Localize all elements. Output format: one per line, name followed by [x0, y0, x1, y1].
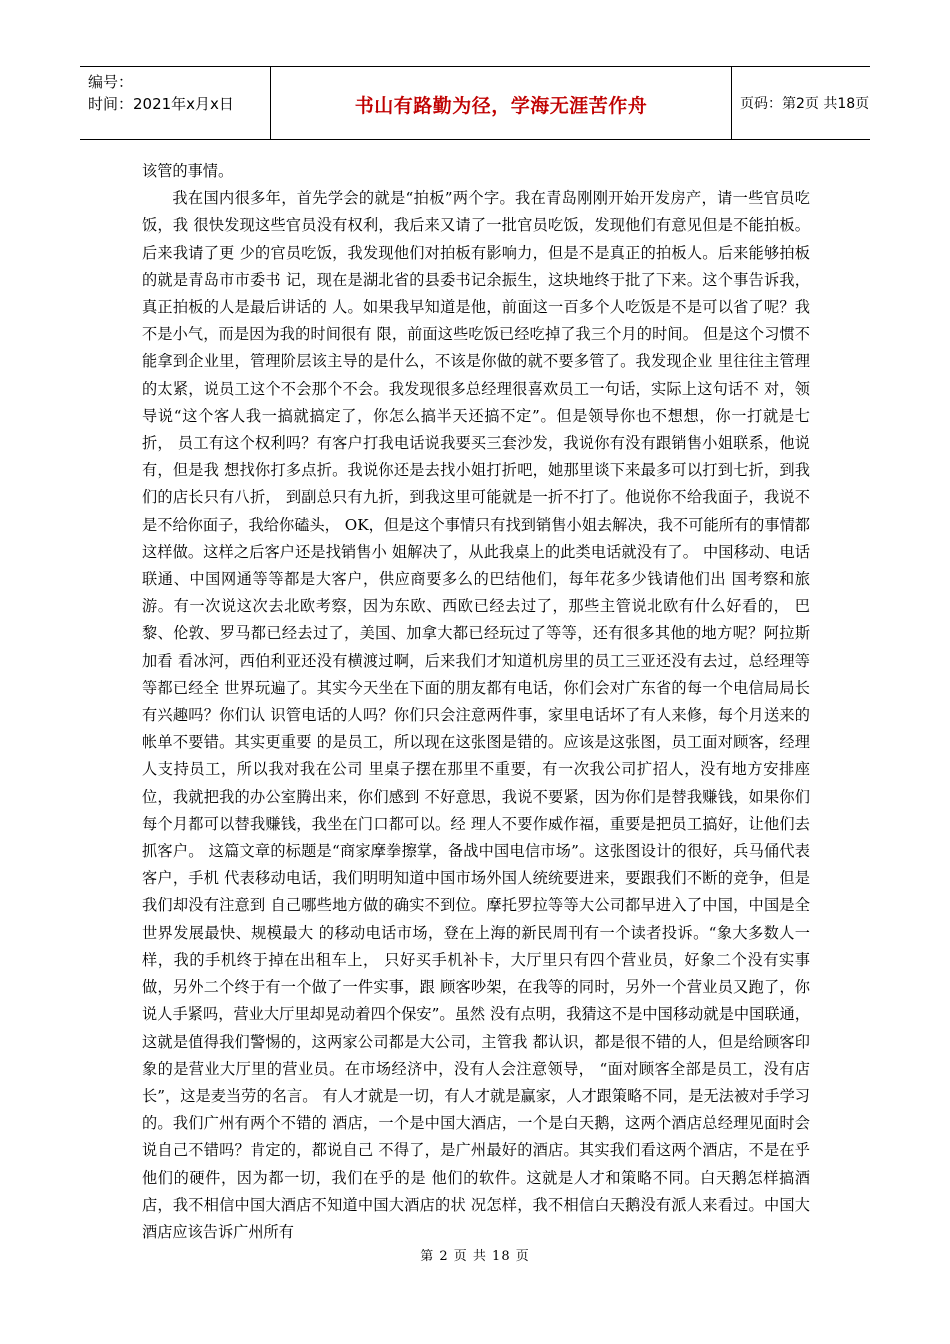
page-header — [80, 66, 870, 140]
document-body — [142, 158, 810, 1246]
body-paragraph: 我在国内很多年，首先学会的就是“拍板”两个字。我在青岛刚刚开始开发房产，请一些官员吃饭，我 很快发现这些官员没有权利，我后来又请了一批官员吃饭，发现他们有意见但是不能拍板。后来我请了更 少的官员吃饭，我发现他们对拍板有影响力，但是不是真正的拍板人。后来能够拍板的就是青岛市市委书 记，现在是湖北省的县委书记余振生，这块地终于批了下来。这个事告诉我，真正拍板的人是最后讲话的 人。如果我早知道是他，前面这一百多个人吃饭是不是可以省了呢？我不是小气，而是因为我的时间很有 限，前面这些吃饭已经吃掉了我三个月的时间。 但是这个习惯不能拿到企业里，管理阶层该主导的是什么，不该是你做的就不要多管了。我发现企业 里往往主管理的太紧，说员工这个不会那个不会。我发现很多总经理很喜欢员工一句话，实际上这句话不 对，领导说“这个客人我一搞就搞定了，你怎么搞半天还搞不定”。但是领导你也不想想，你一打就是七折， 员工有这个权利吗？有客户打我电话说我要买三套沙发，我说你有没有跟销售小姐联系，他说有，但是我 想找你打多点折。我说你还是去找小姐打折吧，她那里谈下来最多可以打到七折，到我们的店长只有八折， 到副总只有九折，到我这里可能就是一折不打了。他说你不给我面子，我说不是不给你面子，我给你磕头， OK，但是这个事情只有找到销售小姐去解决，我不可能所有的事情都这样做。这样之后客户还是找销售小 姐解决了，从此我桌上的此类电话就没有了。 中国移动、电话联通、中国网通等等都是大客户，供应商要多么的巴结他们，每年花多少钱请他们出 国考察和旅游。有一次说这次去北欧考察，因为东欧、西欧已经去过了，那些主管说北欧有什么好看的， 巴黎、伦敦、罗马都已经去过了，美国、加拿大都已经玩过了等等，还有很多其他的地方呢？阿拉斯加看 看冰河，西伯利亚还没有横渡过啊，后来我们才知道机房里的员工三亚还没有去过，总经理等等都已经全 世界玩遍了。其实今天坐在下面的朋友都有电话，你们会对广东省的每一个电信局局长有兴趣吗？你们认 识管电话的人吗？你们只会注意两件事，家里电话坏了有人来修，每个月送来的帐单不要错。其实更重要 的是员工，所以现在这张图是错的。应该是这张图，员工面对顾客，经理人支持员工，所以我对我在公司 里桌子摆在那里不重要，有一次我公司扩招人，没有地方安排座位，我就把我的办公室腾出来，你们感到 不好意思，我说不要紧，因为你们是替我赚钱，如果你们每个月都可以替我赚钱，我坐在门口都可以。经 理人不要作威作福，重要是把员工搞好，让他们去抓客户。 这篇文章的标题是“商家摩拳擦掌，备战中国电信市场”。这张图设计的很好，兵马俑代表客户，手机 代表移动电话，我们明明知道中国市场外国人统统要进来，要跟我们不断的竞争，但是我们却没有注意到 自己哪些地方做的确实不到位。摩托罗拉等等大公司都早进入了中国，中国是全世界发展最快、规模最大 的移动电话市场，登在上海的新民周刊有一个读者投诉。“象大多数人一样，我的手机终于掉在出租车上， 只好买手机补卡，大厅里只有四个营业员，好象二个没有实事做，另外二个终于有一个做了一件实事，跟 顾客吵架，在我等的同时，另外一个营业员又跑了，你说人手紧吗，营业大厅里却晃动着四个保安”。虽然 没有点明，我猜这不是中国移动就是中国联通，这就是值得我们警惕的，这两家公司都是大公司，主管我 都认识，都是很不错的人，但是给顾客印象的是营业大厅里的营业员。在市场经济中，没有人会注意领导， “面对顾客全部是员工，没有店长”，这是麦当劳的名言。 有人才就是一切，有人才就是赢家，人才跟策略不同，是无法被对手学习的。我们广州有两个不错的 酒店，一个是中国大酒店，一个是白天鹅，这两个酒店总经理见面时会说自己不错吗？肯定的，都说自己 不得了，是广州最好的酒店。其实我们看这两个酒店，不是在乎他们的硬件，因为都一切，我们在乎的是 他们的软件。这就是人才和策略不同。白天鹅怎样搞酒店，我不相信中国大酒店不知道中国大酒店的状 况怎样，我不相信白天鹅没有派人来看过。中国大酒店应该告诉广州所有 — [142, 189, 810, 1241]
header-motto-cell — [270, 67, 732, 139]
header-motto: 书山有路勤为径，学海无涯苦作舟 — [354, 95, 648, 117]
page-footer: 第 2 页 共 18 页 — [420, 1249, 530, 1264]
header-meta — [88, 71, 234, 115]
header-page-info: 页码：第2页 共18页 — [740, 96, 870, 112]
document-date: 时间：2021年x月x日 — [88, 95, 234, 113]
body-paragraph: 该管的事情。 — [142, 162, 234, 180]
document-number-label: 编号： — [88, 73, 134, 91]
